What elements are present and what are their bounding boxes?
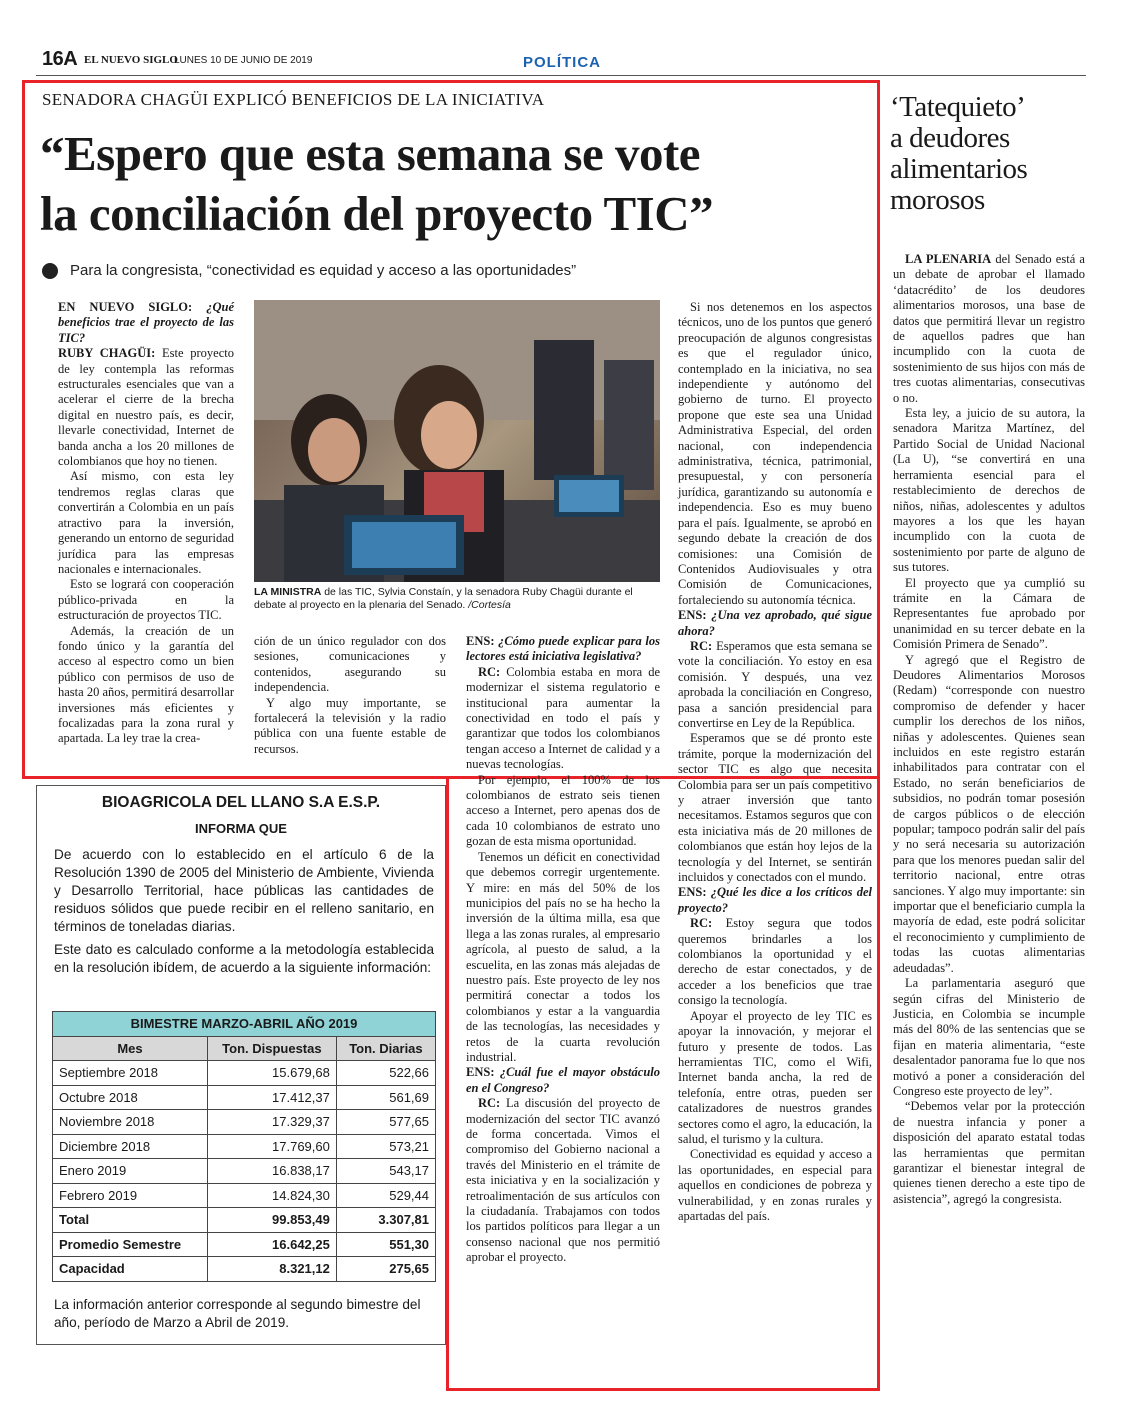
table-cell: 8.321,12	[207, 1257, 336, 1282]
side-title-line: ‘Tatequieto’	[890, 91, 1026, 123]
answer: RC: Estoy segura que todos queremos brindarles a los colombianos la oportunidad y el derecho de estar conectados, y de acceder a los beneficios que trae consigo la tecnología.	[678, 916, 873, 1008]
paragraph: Por ejemplo, el 100% de los colombianos de estrato seis tienen acceso a Internet, pero apenas dos de cada 10 colombianos de estrato uno gozan de esta misma oportunidad.	[466, 772, 660, 849]
header-rule	[36, 75, 1086, 76]
side-article-body	[893, 252, 1085, 1207]
photo-caption: LA MINISTRA de las TIC, Sylvia Constaín, y la senadora Ruby Chagüi durante el debate al proyecto en la plenaria del Senado. /Cortesía	[254, 586, 633, 611]
table-row-capacity	[53, 1257, 436, 1282]
notice-footer: La información anterior corresponde al segundo bimestre del año, período de Marzo a Abril de 2019.	[54, 1297, 421, 1330]
paragraph: El proyecto que ya cumplió su trámite en la Cámara de Representantes fue aprobado por unanimidad en su tercer debate en la Comisión Primera de Senado”.	[893, 575, 1085, 652]
issue-date: LUNES 10 DE JUNIO DE 2019	[174, 55, 313, 66]
article-column-3	[466, 634, 660, 1266]
paragraph: Y algo muy importante, se fortalecerá la televisión y la radio pública con una fuente estable de recursos.	[254, 695, 446, 756]
newspaper-name: EL NUEVO SIGLO	[84, 54, 178, 66]
article-subhead: Para la congresista, “conectividad es equidad y acceso a las oportunidades”	[70, 262, 577, 279]
table-cell: 529,44	[336, 1183, 435, 1208]
column-header: Ton. Diarias	[336, 1036, 435, 1061]
answer: RC: La discusión del proyecto de modernización del sector TIC avanzó de forma concertada. Vimos el compromiso del Gobierno nacional a través del Ministerio en el trámite de esta iniciativa y en la socialización y retroalimentación de sus artículos con la ciudadanía. Trabajamos con todos los partidos políticos para llegar a un consenso nacional que nos permitió aprobar el proyecto.	[466, 1096, 660, 1265]
paragraph: Así mismo, con esta ley tendremos reglas claras que convertirán a Colombia en un país atractivo para la inversión, generando un entorno de seguridad jurídica para las empresas nacionales e internacionales.	[58, 469, 234, 576]
table-cell: Noviembre 2018	[53, 1110, 208, 1135]
question: ENS: ¿Qué les dice a los críticos del proyecto?	[678, 885, 872, 915]
photo-illustration	[254, 300, 660, 582]
table-row	[53, 1183, 436, 1208]
table-cell: Octubre 2018	[53, 1085, 208, 1110]
waste-capacity-table	[52, 1011, 436, 1282]
table-cell: 577,65	[336, 1110, 435, 1135]
table-cell: 573,21	[336, 1134, 435, 1159]
table-cell: 17.412,37	[207, 1085, 336, 1110]
table-cell: 3.307,81	[336, 1208, 435, 1233]
paragraph: LA PLENARIA del Senado está a un debate de aprobar el llamado ‘datacrédito’ de los deudores alimentarios morosos, una base de datos que permitirá llevar un registro de aquellos padres que han incumplido con la cuota de sostenimiento de sus hijos con más de tres cuotas alimentarias, consecutivas o no.	[893, 252, 1085, 405]
answer: RC: Esperamos que esta semana se vote la conciliación. Yo estoy en esa comisión. Y después, una vez aprobada la conciliación en Congreso, pasa a sanción presidencial para convertirse en Ley de la República.	[678, 638, 873, 730]
paragraph: Apoyar el proyecto de ley TIC es apoyar la innovación, y mejorar el futuro y presente de todos. Las herramientas TIC, como el Wifi, Internet banda ancha, la red de telefonía, entre otras, pueden ser catalizadores de nuestros grandes sectores como el agro, la educación, la salud, el turismo y la cultura.	[678, 1008, 872, 1146]
question: ENS: ¿Cómo puede explicar para los lectores está iniciativa legislativa?	[466, 634, 660, 664]
table-cell: Promedio Semestre	[53, 1232, 208, 1257]
paragraph: ción de un único regulador con dos sesiones, comunicaciones y contenidos, asegurando su independencia.	[254, 634, 446, 695]
table-cell: Septiembre 2018	[53, 1061, 208, 1086]
table-header-row	[53, 1036, 436, 1061]
answer: RC: Colombia estaba en mora de modernizar el sistema regulatorio e institucional para aumentar la conectividad en todo el país y garantizar que todos los colombianos tengan acceso a Internet de calidad y a nuevas tecnologías.	[466, 664, 660, 772]
article-column-2	[254, 634, 446, 757]
side-title-line: alimentarios	[890, 153, 1028, 185]
notice-paragraph-2: Este dato es calculado conforme a la metodología establecida en la resolución ibídem, de acuerdo a la siguiente información:	[54, 942, 434, 975]
side-title-line: morosos	[890, 184, 985, 216]
paragraph: Además, la creación de un fondo único y la garantía del acceso al espectro como un bien público con permisos de uso de hasta 20 años, permitirá desarrollar inversiones más eficientes y focalizadas para la zona rural y apartada. La ley trae la crea-	[58, 623, 234, 746]
table-row	[53, 1061, 436, 1086]
table-row	[53, 1159, 436, 1184]
table-cell: 275,65	[336, 1257, 435, 1282]
paragraph: “Debemos velar por la protección de nuestra infancia y poner a disposición del aparato estatal todas las herramientas que permitan garantizar el bienestar integral de quienes tienen derecho a este tipo de asistencia”, agregó la congresista.	[893, 1099, 1085, 1206]
column-header: Mes	[53, 1036, 208, 1061]
bullet-icon	[42, 263, 58, 279]
paragraph: Esta ley, a juicio de su autora, la senadora Maritza Martínez, del Partido Social de Unidad Nacional (La U), “se convertirá en una herramienta esencial para el restablecimiento de derechos de niños, niñas, adolescentes y adultos mayores a los que les hayan incumplido con la cuota de sostenimiento por parte de alguno de sus tutores.	[893, 406, 1085, 575]
table-cell: Diciembre 2018	[53, 1134, 208, 1159]
article-headline	[40, 124, 860, 244]
table-cell: 17.329,37	[207, 1110, 336, 1135]
question: ENS: ¿Cuál fue el mayor obstáculo en el Congreso?	[466, 1065, 660, 1095]
table-caption: BIMESTRE MARZO-ABRIL AÑO 2019	[53, 1012, 436, 1037]
side-article-title	[890, 92, 1090, 216]
article-column-4	[678, 300, 872, 1224]
article-photo	[254, 300, 660, 582]
headline-line-1: “Espero que esta semana se vote	[40, 126, 701, 181]
table-cell: Enero 2019	[53, 1159, 208, 1184]
headline-line-2: la conciliación del proyecto TIC”	[40, 186, 714, 241]
question: EN NUEVO SIGLO: ¿Qué beneficios trae el proyecto de las TIC?	[58, 300, 234, 345]
paragraph: Esperamos que se dé pronto este trámite, porque la modernización del sector TIC es algo que necesita Colombia para ser un país competitivo y atraer inversión que tanto necesitamos. Estamos seguros que con esta iniciativa más de 20 millones de colombianos que están hoy lejos de la tecnología y del Internet, se sentirán incluidos y conectados con el mundo.	[678, 731, 872, 885]
page-number: 16A	[42, 48, 78, 70]
table-cell: 543,17	[336, 1159, 435, 1184]
table-row	[53, 1085, 436, 1110]
table-row-total	[53, 1208, 436, 1233]
table-row-average	[53, 1232, 436, 1257]
paragraph: Y agregó que el Registro de Deudores Alimentarios Morosos (Redam) “corresponde con nuestro compromiso de defender y hacer cumplir los derechos de los niños, niñas y adolescentes. Quienes sean incluidos en este registro estarán inhabilitados para contratar con el Estado, no serán beneficiarios de subsidios, no podrán tomar posesión de cargos públicos o de elección popular; tampoco podrán salir del país y no será necesaria su autorización para que los menores puedan salir del territorio nacional, entre otras sanciones. Y algo muy importante: sin importar que el beneficiario cumpla la mayoría de edad, este podrá solicitar el reconocimiento y cumplimiento de todas las cuotas alimentarias adeudadas”.	[893, 652, 1085, 975]
table-cell: Total	[53, 1208, 208, 1233]
paragraph: Esto se logrará con cooperación público-privada en la estructuración de proyectos TIC.	[58, 577, 234, 623]
table-cell: 15.679,68	[207, 1061, 336, 1086]
column-header: Ton. Dispuestas	[207, 1036, 336, 1061]
table-cell: 16.642,25	[207, 1232, 336, 1257]
notice-subtitle: INFORMA QUE	[195, 821, 287, 836]
table-row	[53, 1134, 436, 1159]
question: ENS: ¿Una vez aprobado, qué sigue ahora?	[678, 608, 872, 638]
table-cell: 16.838,17	[207, 1159, 336, 1184]
side-title-line: a deudores	[890, 122, 1010, 154]
table-row	[53, 1110, 436, 1135]
table-cell: 14.824,30	[207, 1183, 336, 1208]
table-caption-row	[53, 1012, 436, 1037]
paragraph: La parlamentaria aseguró que según cifras del Ministerio de Justicia, en Colombia se incumple más del 80% de las sentencias que se fijan en materia alimentaria, “este desalentador panorama fue lo que nos motivó a poner a consideración del Congreso este proyecto de ley”.	[893, 976, 1085, 1098]
table-cell: 99.853,49	[207, 1208, 336, 1233]
paragraph: Tenemos un déficit en conectividad que debemos corregir urgentemente. Y mire: en más del 50% de los municipios del país no se ha hecho la inversión de la última milla, esa que llega a las zonas rurales, al empresario agrícola, al puesto de salud, a la escuelita, en las zonas más alejadas de nuestro país. Este proyecto de ley nos permitirá conectar a todos los colombianos y estar a la vanguardia de las tecnologías, las necesidades y retos de la cuarta revolución industrial.	[466, 849, 660, 1064]
article-kicker: SENADORA CHAGÜI EXPLICÓ BENEFICIOS DE LA INICIATIVA	[42, 90, 545, 109]
paragraph: Conectividad es equidad y acceso a las oportunidades, en especial para aquellos en condiciones de pobreza y vulnerabilidad, y en zonas rurales y apartadas del país.	[678, 1147, 872, 1223]
notice-paragraph-1: De acuerdo con lo establecido en el artículo 6 de la Resolución 1390 de 2005 del Ministerio de Ambiente, Vivienda y Desarrollo Territorial, hace públicas las cantidades de residuos sólidos que puede recibir en el relleno sanitario, en términos de toneladas diarias.	[54, 847, 434, 934]
section-title: POLÍTICA	[523, 54, 601, 71]
table-cell: 561,69	[336, 1085, 435, 1110]
table-cell: Capacidad	[53, 1257, 208, 1282]
table-cell: 17.769,60	[207, 1134, 336, 1159]
table-cell: Febrero 2019	[53, 1183, 208, 1208]
article-column-1	[58, 300, 234, 747]
table-cell: 522,66	[336, 1061, 435, 1086]
table-cell: 551,30	[336, 1232, 435, 1257]
answer: RUBY CHAGÜI: Este proyecto de ley contempla las reformas estructurales esenciales que van a acelerar el cierre de la brecha digital en nuestro país, es decir, llevarle conectividad, Internet de banda ancha a los 20 millones de colombianos que hoy no tienen.	[58, 346, 234, 469]
paragraph: Si nos detenemos en los aspectos técnicos, uno de los puntos que generó preocupación de algunos congresistas es que el regulador único, contemplado en la iniciativa, no sea independiente y autónomo del gobierno de turno. El proyecto propone que este sea una Unidad Administrativa Especial, del orden nacional, con independencia administrativa, técnica, patrimonial, presupuestal, y con personería jurídica, garantizando su autonomía e independencia. Eso es muy bueno para el país. Igualmente, se aprobó en segundo debate la creación de dos comisiones: una Comisión de Contenidos Audiovisuales y otra Comisión de Comunicaciones, fortaleciendo su autonomía técnica.	[678, 300, 872, 607]
notice-company: BIOAGRICOLA DEL LLANO S.A E.S.P.	[101, 794, 381, 811]
